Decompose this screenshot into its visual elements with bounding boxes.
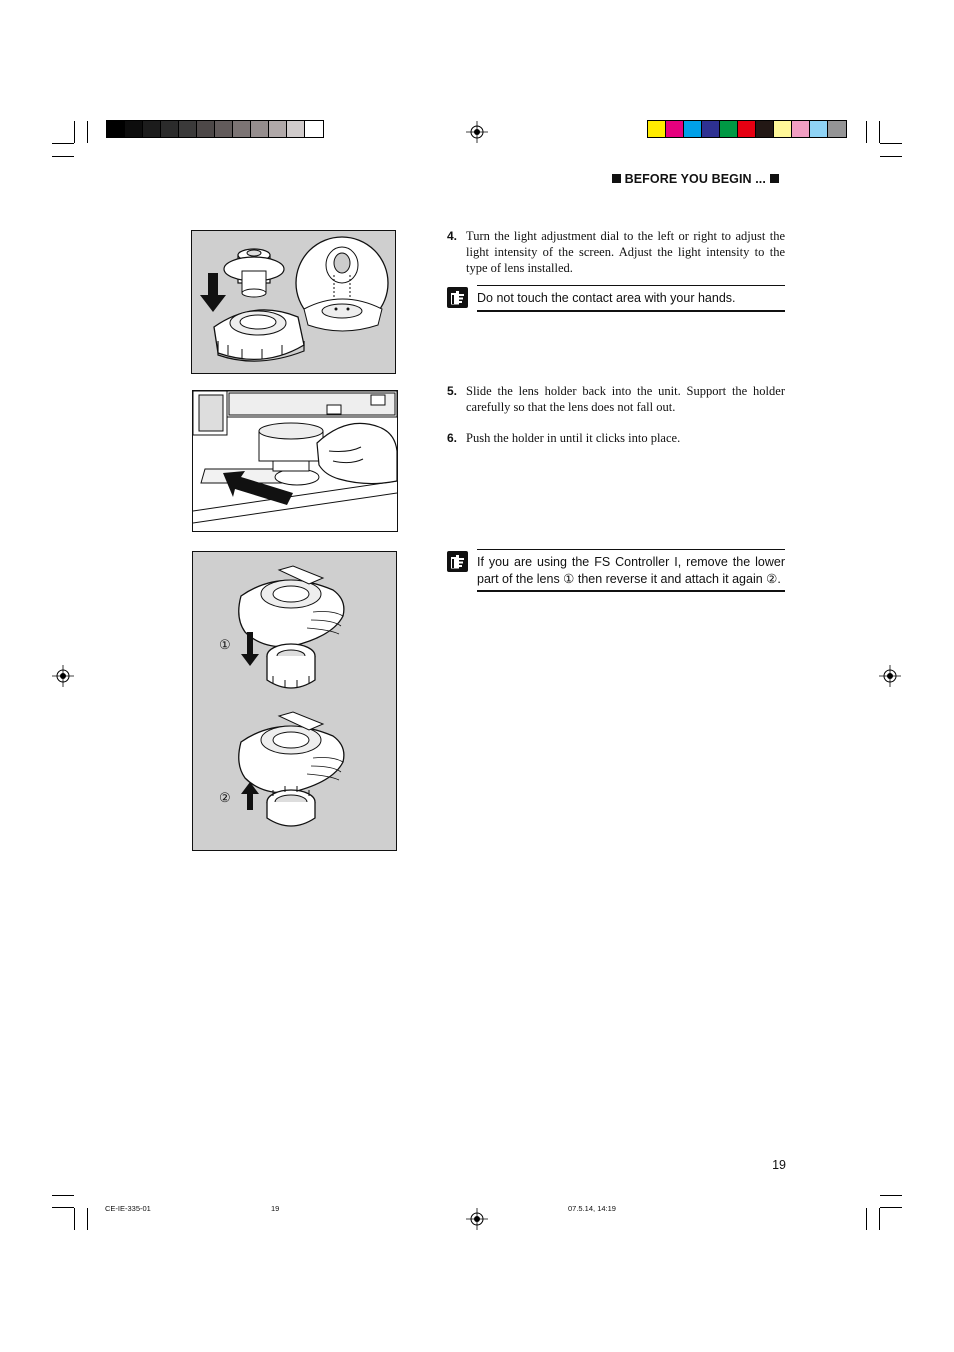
- crop-mark-bottom-left-h: [52, 1207, 74, 1208]
- crop-mark-bottom-left-v: [74, 1208, 75, 1230]
- crop-mark-bottom-right-v2: [866, 1208, 867, 1230]
- section-title: BEFORE YOU BEGIN ...: [624, 172, 766, 186]
- crop-mark-top-left-v: [74, 121, 75, 143]
- section-header: [612, 172, 786, 186]
- crop-mark-bottom-right-v: [879, 1208, 880, 1230]
- registration-mark-left-icon: [52, 665, 74, 687]
- crop-mark-top-left-v2: [87, 121, 88, 143]
- crop-mark-top-right-v2: [866, 121, 867, 143]
- crop-mark-bottom-left-v2: [87, 1208, 88, 1230]
- note-text: Do not touch the contact area with your hands.: [477, 285, 785, 312]
- grey-swatch-8: [233, 121, 251, 137]
- grey-swatch-4: [161, 121, 179, 137]
- lens-holder-top-illustration: [239, 566, 344, 647]
- note-pointing-hand-icon: [447, 287, 468, 308]
- step-6: [447, 430, 785, 446]
- color-swatch-9: [792, 121, 810, 137]
- contact-area-inset: [296, 237, 388, 331]
- registration-mark-top-icon: [466, 121, 488, 143]
- crop-mark-top-right-v: [879, 121, 880, 143]
- step-5: [447, 383, 785, 415]
- color-swatch-5: [720, 121, 738, 137]
- color-swatch-1: [648, 121, 666, 137]
- crop-mark-top-right-h: [880, 143, 902, 144]
- figure-lens-insertion: [191, 230, 396, 374]
- grey-swatch-5: [179, 121, 197, 137]
- color-calibration-bar: [647, 120, 847, 138]
- square-bullet-icon: [612, 174, 621, 183]
- note-pointing-hand-icon: [447, 551, 468, 572]
- registration-mark-bottom-icon: [466, 1208, 488, 1230]
- lens-holder-illustration: [214, 310, 304, 361]
- crop-mark-bottom-right-h: [880, 1207, 902, 1208]
- page-number: 19: [772, 1158, 786, 1172]
- step-4: [447, 228, 785, 276]
- step-text: Slide the lens holder back into the unit. Support the holder carefully so that the lens does not fall out.: [466, 384, 785, 414]
- marker-step-one: ①: [219, 637, 231, 652]
- grey-swatch-11: [287, 121, 305, 137]
- crop-mark-top-right-h2: [880, 156, 902, 157]
- grey-swatch-6: [197, 121, 215, 137]
- note-contact-area: [447, 285, 785, 312]
- color-swatch-6: [738, 121, 756, 137]
- lower-lens-part-illustration: [267, 644, 315, 688]
- grey-swatch-12: [305, 121, 323, 137]
- grey-swatch-3: [143, 121, 161, 137]
- footer-doc-code: CE-IE-335-01: [105, 1204, 151, 1213]
- crop-mark-bottom-right-h2: [880, 1195, 902, 1196]
- color-swatch-3: [684, 121, 702, 137]
- grey-swatch-1: [107, 121, 125, 137]
- step-number: 4.: [447, 229, 458, 243]
- step-text: Turn the light adjustment dial to the left or right to adjust the light intensity of the screen. Adjust the light intensity to the type of lens installed.: [466, 229, 785, 275]
- marker-step-two: ②: [219, 790, 231, 805]
- crop-mark-top-left-h: [52, 143, 74, 144]
- crop-mark-top-left-h2: [52, 156, 74, 157]
- step-number: 6.: [447, 431, 458, 445]
- color-swatch-11: [828, 121, 846, 137]
- grey-swatch-2: [125, 121, 143, 137]
- footer-page-ref: 19: [271, 1204, 280, 1213]
- square-bullet-icon: [770, 174, 779, 183]
- color-swatch-10: [810, 121, 828, 137]
- color-swatch-7: [756, 121, 774, 137]
- down-arrow-icon: [200, 273, 226, 312]
- crop-mark-bottom-left-h2: [52, 1195, 74, 1196]
- color-swatch-2: [666, 121, 684, 137]
- color-swatch-4: [702, 121, 720, 137]
- lens-illustration: [224, 249, 284, 297]
- grey-swatch-7: [215, 121, 233, 137]
- step-text: Push the holder in until it clicks into place.: [466, 431, 681, 445]
- grey-swatch-9: [251, 121, 269, 137]
- grey-scale-bar: [106, 120, 324, 138]
- registration-mark-right-icon: [879, 665, 901, 687]
- lens-holder-bottom-illustration: [239, 712, 344, 793]
- footer-timestamp: 07.5.14, 14:19: [568, 1204, 616, 1213]
- color-swatch-8: [774, 121, 792, 137]
- figure-reverse-lens: [192, 551, 397, 851]
- note-text: If you are using the FS Controller I, remove the lower part of the lens ① then reverse it and attach it again ②.: [477, 549, 785, 592]
- figure-slide-holder: [192, 390, 398, 532]
- note-fs-controller: [447, 549, 785, 592]
- grey-swatch-10: [269, 121, 287, 137]
- step-number: 5.: [447, 384, 458, 398]
